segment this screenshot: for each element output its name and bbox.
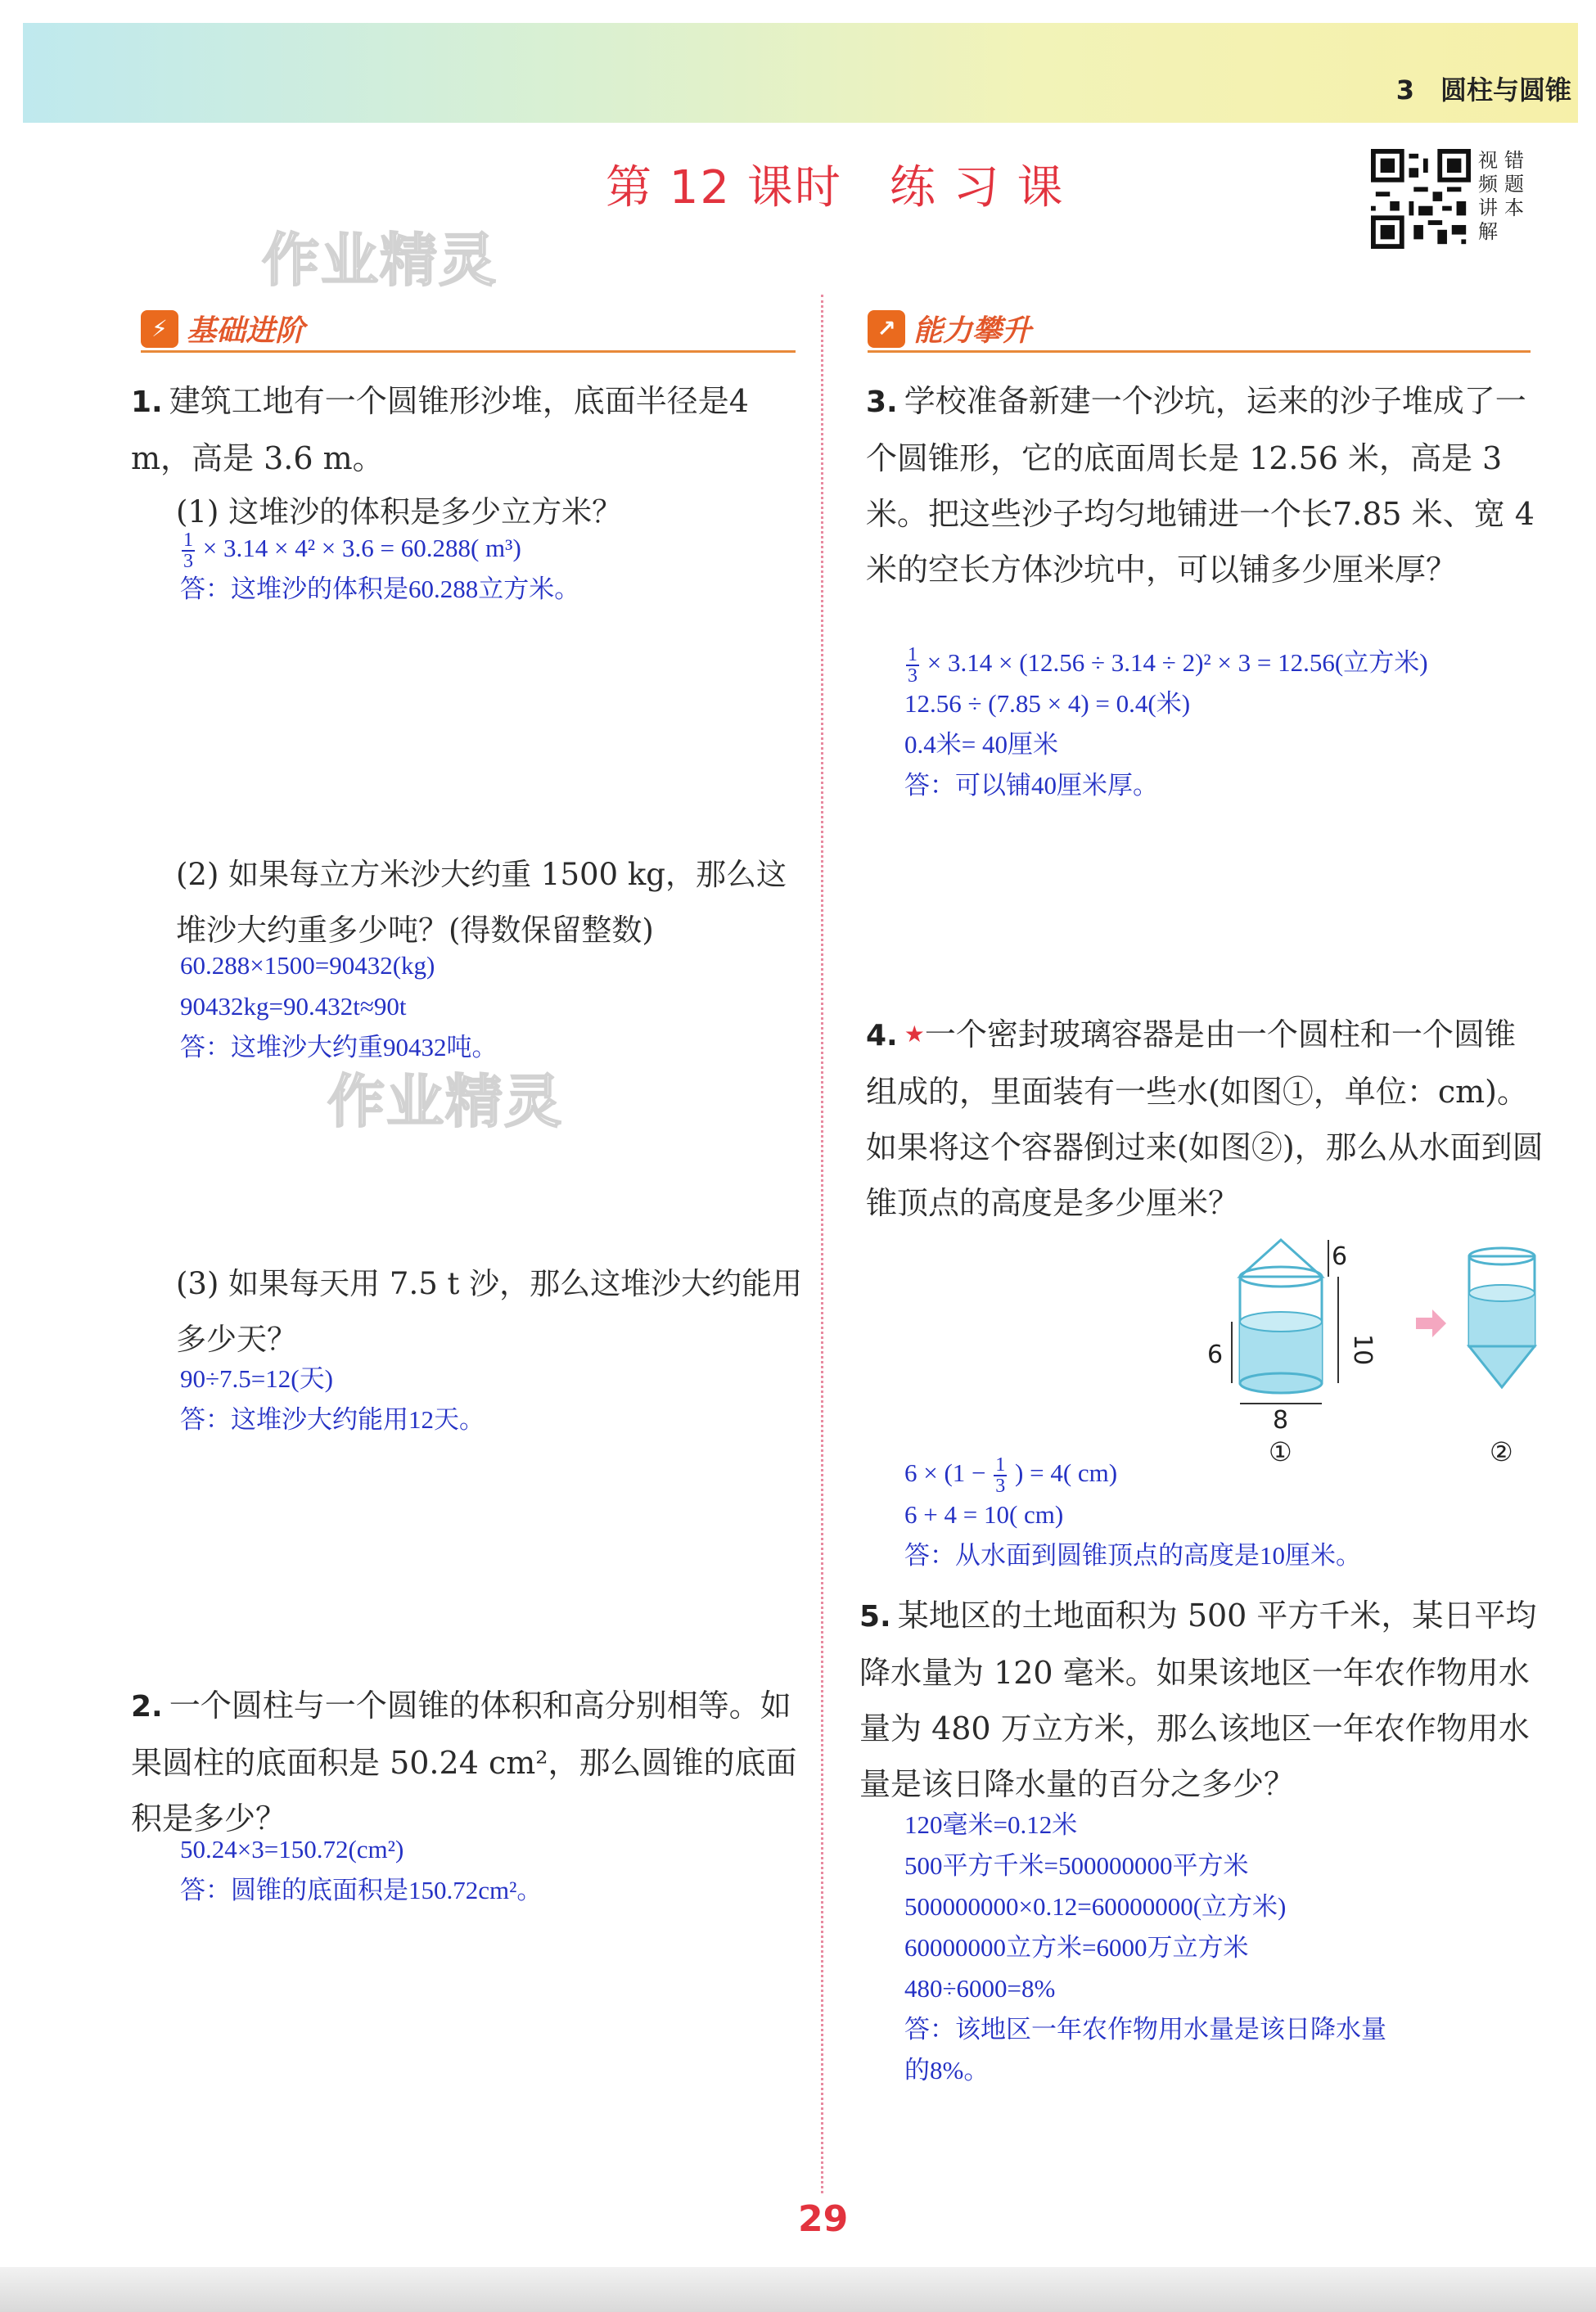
answer-line: 50.24×3=150.72(cm²)	[180, 1835, 404, 1864]
dim-cone-height: 6	[1332, 1242, 1348, 1271]
answer-line: 答：这堆沙大约能用12天。	[180, 1405, 485, 1434]
watermark: 作业精灵	[327, 1068, 563, 1135]
fraction: $\frac{1}{3}$	[995, 1453, 1006, 1497]
answer-line: $\frac{1}{3}$ × 3.14 × (12.56 ÷ 3.14 ÷ 2)² × 3 = 12.56(立方米)	[908, 643, 1428, 687]
answer-line: 90432kg=90.432t≈90t	[180, 992, 407, 1021]
star-icon: ★	[904, 1021, 925, 1048]
dim-water-height: 6	[1207, 1341, 1224, 1369]
answer-line: 480÷6000=8%	[904, 1974, 1056, 2003]
answer-line: 0.4米= 40厘米	[904, 730, 1058, 759]
answer-line: 60000000立方米=6000万立方米	[904, 1933, 1249, 1962]
answer-line: $\frac{1}{3}$ × 3.14 × 4² × 3.6 = 60.288( m³)	[183, 529, 521, 572]
question-1-part-3: (3) 如果每天用 7.5 t 沙，那么这堆沙大约能用多少天？	[176, 1266, 803, 1357]
qr-caption-errors: 错题本	[1504, 149, 1524, 219]
question-1-part-1: (1) 这堆沙的体积是多少立方米？	[176, 494, 623, 530]
section-basic-label: 基础进阶	[187, 314, 305, 348]
section-advanced-label: 能力攀升	[913, 314, 1032, 348]
question-4	[866, 1007, 1545, 1231]
section-basic	[141, 308, 304, 349]
arrow-right-icon	[1416, 1309, 1446, 1337]
question-1	[131, 373, 810, 486]
question-1-part-2: (2) 如果每立方米沙大约重 1500 kg，那么这堆沙大约重多少吨？(得数保留整数)	[176, 857, 787, 948]
question-3	[866, 373, 1545, 597]
figure-label-2: ②	[1490, 1436, 1513, 1467]
fraction: $\frac{1}{3}$	[183, 529, 193, 572]
cone-inverted-shape	[1469, 1346, 1535, 1387]
container-figure	[1207, 1240, 1559, 1469]
dim-cylinder-height: 10	[1348, 1334, 1377, 1366]
climb-icon: ↗	[868, 310, 905, 348]
figure-label-1: ①	[1269, 1436, 1292, 1467]
qr-code-icon[interactable]	[1371, 149, 1471, 249]
bottom-shadow	[0, 2267, 1596, 2312]
cone-shape	[1240, 1240, 1322, 1277]
section-advanced-underline	[868, 350, 1531, 353]
question-number: 4.	[866, 1019, 898, 1052]
runner-icon: ⚡	[141, 310, 178, 348]
qr-caption-video: 视频讲解	[1478, 149, 1498, 243]
answer-line: 答：圆锥的底面积是150.72cm²。	[180, 1876, 543, 1904]
chapter-title: 3 圆柱与圆锥	[1395, 74, 1571, 106]
answer-line: 答：可以铺40厘米厚。	[904, 771, 1158, 800]
page-number: 29	[798, 2198, 849, 2240]
question-number: 1.	[131, 385, 163, 419]
fraction: $\frac{1}{3}$	[908, 643, 917, 687]
question-number: 5.	[859, 1600, 891, 1634]
answer-line: 120毫米=0.12米	[904, 1810, 1078, 1839]
watermark: 作业精灵	[262, 227, 498, 294]
lesson-title: 第 12 课时 练 习 课	[606, 161, 1065, 214]
dim-diameter: 8	[1273, 1406, 1289, 1435]
question-5	[859, 1588, 1547, 1812]
question-text: 一个圆柱与一个圆锥的体积和高分别相等。如果圆柱的底面积是 50.24 cm²，那么圆锥的底面积是多少？	[131, 1688, 797, 1837]
question-number: 2.	[131, 1690, 163, 1724]
answer-line: 答：这堆沙的体积是60.288立方米。	[180, 575, 580, 603]
section-basic-underline	[141, 350, 796, 353]
answer-line: 90÷7.5=12(天)	[180, 1364, 333, 1393]
header-band	[23, 23, 1578, 123]
answer-line: 500平方千米=500000000平方米	[904, 1851, 1249, 1880]
answer-line: 500000000×0.12=60000000(立方米)	[904, 1892, 1287, 1921]
section-advanced	[868, 308, 1031, 349]
answer-line: 答：该地区一年农作物用水量是该日降水量	[904, 2015, 1386, 2044]
answer-line: 答：从水面到圆锥顶点的高度是10厘米。	[904, 1541, 1361, 1570]
answer-line: 答：这堆沙大约重90432吨。	[180, 1033, 498, 1061]
answer-line: 的8%。	[904, 2056, 990, 2084]
question-text: 建筑工地有一个圆锥形沙堆，底面半径是4 m，高是 3.6 m。	[131, 383, 749, 476]
question-text: 学校准备新建一个沙坑，运来的沙子堆成了一个圆锥形，它的底面周长是 12.56 米，高是 3 米。把这些沙子均匀地铺进一个长7.85 米、宽 4 米的空长方体沙坑中，可以铺多少厘米厚？	[866, 383, 1535, 588]
answer-line: 6 + 4 = 10( cm)	[904, 1500, 1064, 1529]
question-text: 某地区的土地面积为 500 平方千米，某日平均降水量为 120 毫米。如果该地区一年农作物用水量为 480 万立方米，那么该地区一年农作物用水量是该日降水量的百分之多少？	[859, 1598, 1537, 1802]
answer-line: 12.56 ÷ (7.85 × 4) = 0.4(米)	[904, 689, 1191, 718]
question-number: 3.	[866, 385, 898, 419]
question-2	[131, 1678, 810, 1846]
answer-line: 60.288×1500=90432(kg)	[180, 951, 435, 980]
column-divider	[821, 295, 823, 2193]
answer-line: 6 × (1 − $\frac{1}{3}$ ) = 4( cm)	[904, 1453, 1118, 1497]
question-text: 一个密封玻璃容器是由一个圆柱和一个圆锥组成的，里面装有一些水(如图①，单位：cm)。如果将这个容器倒过来(如图②)，那么从水面到圆锥顶点的高度是多少厘米？	[866, 1016, 1544, 1221]
